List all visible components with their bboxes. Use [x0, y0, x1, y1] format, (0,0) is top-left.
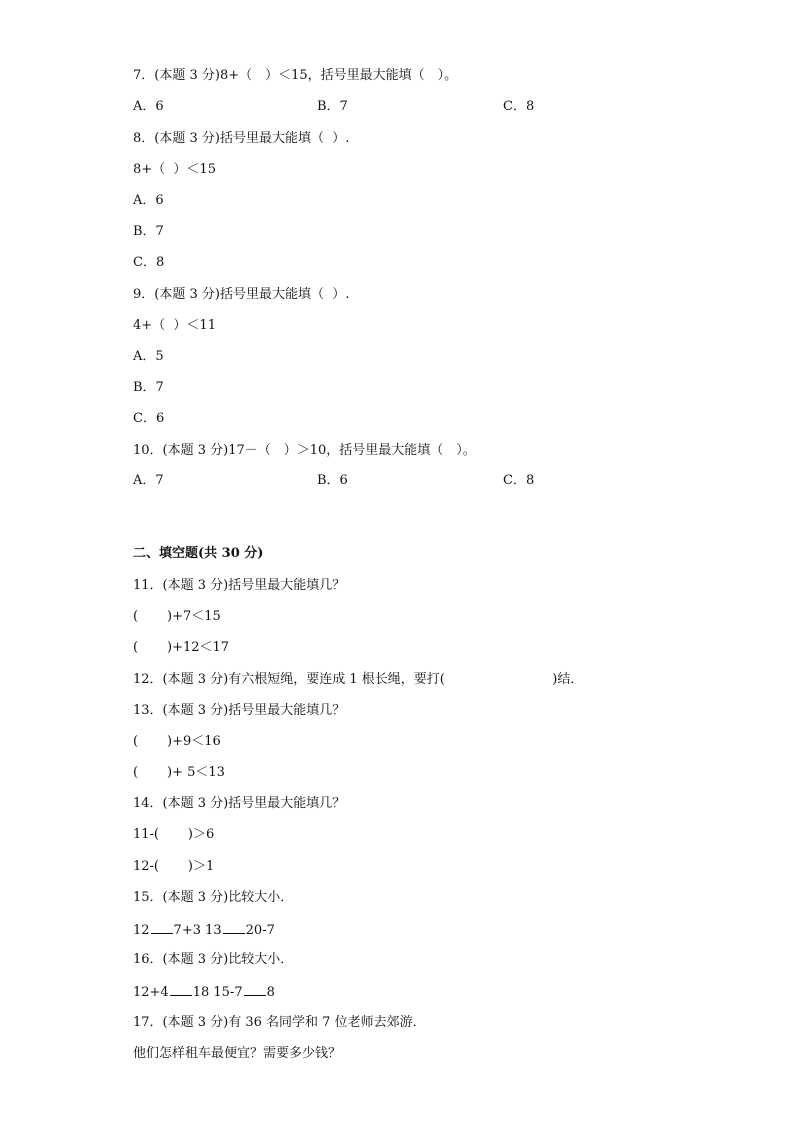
q13-line2: ( )+ 5＜13: [133, 765, 225, 780]
q16-part2: 18 15-7: [192, 985, 243, 1000]
q10-stem: 10．(本题 3 分)17－（ ）＞10，括号里最大能填（ ）。: [133, 443, 476, 458]
q9-option-b: B．7: [133, 380, 164, 395]
q17-line1: 他们怎样租车最便宜？需要多少钱？: [133, 1046, 342, 1061]
q16-blank1[interactable]: [170, 983, 192, 996]
q11-stem: 11．(本题 3 分)括号里最大能填几？: [133, 578, 346, 593]
q13-stem: 13．(本题 3 分)括号里最大能填几？: [133, 703, 346, 718]
q15-part2: 7+3 13: [173, 923, 222, 938]
q15-comparison: [133, 921, 275, 939]
q10-option-b: B．6: [317, 473, 348, 488]
q10-option-a: A．7: [133, 473, 164, 488]
q7-option-b: B．7: [317, 99, 348, 114]
q15-blank2[interactable]: [223, 921, 245, 934]
q14-stem: 14．(本题 3 分)括号里最大能填几？: [133, 796, 346, 811]
q14-line2: 12-( )＞1: [133, 859, 215, 874]
q16-part3: 8: [266, 985, 275, 1000]
q17-stem: 17．(本题 3 分)有 36 名同学和 7 位老师去郊游．: [133, 1015, 426, 1030]
q8-option-a: A．6: [133, 193, 164, 208]
q14-line1: 11-( )＞6: [133, 827, 215, 842]
q15-part3: 20-7: [245, 923, 275, 938]
q16-comparison: [133, 983, 275, 1001]
q16-blank2[interactable]: [244, 983, 266, 996]
q11-line1: ( )+7＜15: [133, 609, 221, 624]
q7-option-c: C．8: [503, 99, 535, 114]
q11-line2: ( )+12＜17: [133, 640, 230, 655]
q16-stem: 16．(本题 3 分)比较大小．: [133, 952, 294, 967]
q15-part1: 12: [133, 923, 150, 938]
q13-line1: ( )+9＜16: [133, 734, 221, 749]
q9-option-a: A．5: [133, 349, 164, 364]
q8-option-c: C．8: [133, 255, 165, 270]
q10-option-c: C．8: [503, 473, 535, 488]
q8-stem: 8．(本题 3 分)括号里最大能填（ ）.: [133, 131, 350, 146]
q7-option-a: A．6: [133, 99, 164, 114]
q12-stem: 12．(本题 3 分)有六根短绳，要连成 1 根长绳，要打( )结．: [133, 672, 584, 687]
q8-expression: 8+（ ）＜15: [133, 162, 216, 177]
q8-option-b: B．7: [133, 224, 164, 239]
q16-part1: 12+4: [133, 985, 169, 1000]
q7-stem: 7．(本题 3 分)8+（ ）＜15，括号里最大能填（ ）。: [133, 68, 458, 83]
q9-option-c: C．6: [133, 411, 165, 426]
q15-stem: 15．(本题 3 分)比较大小．: [133, 890, 294, 905]
q9-expression: 4+（ ）＜11: [133, 318, 216, 333]
q15-blank1[interactable]: [151, 921, 173, 934]
section-heading-fill-in: 二、填空题(共 30 分): [133, 546, 264, 561]
q9-stem: 9．(本题 3 分)括号里最大能填（ ）.: [133, 287, 350, 302]
